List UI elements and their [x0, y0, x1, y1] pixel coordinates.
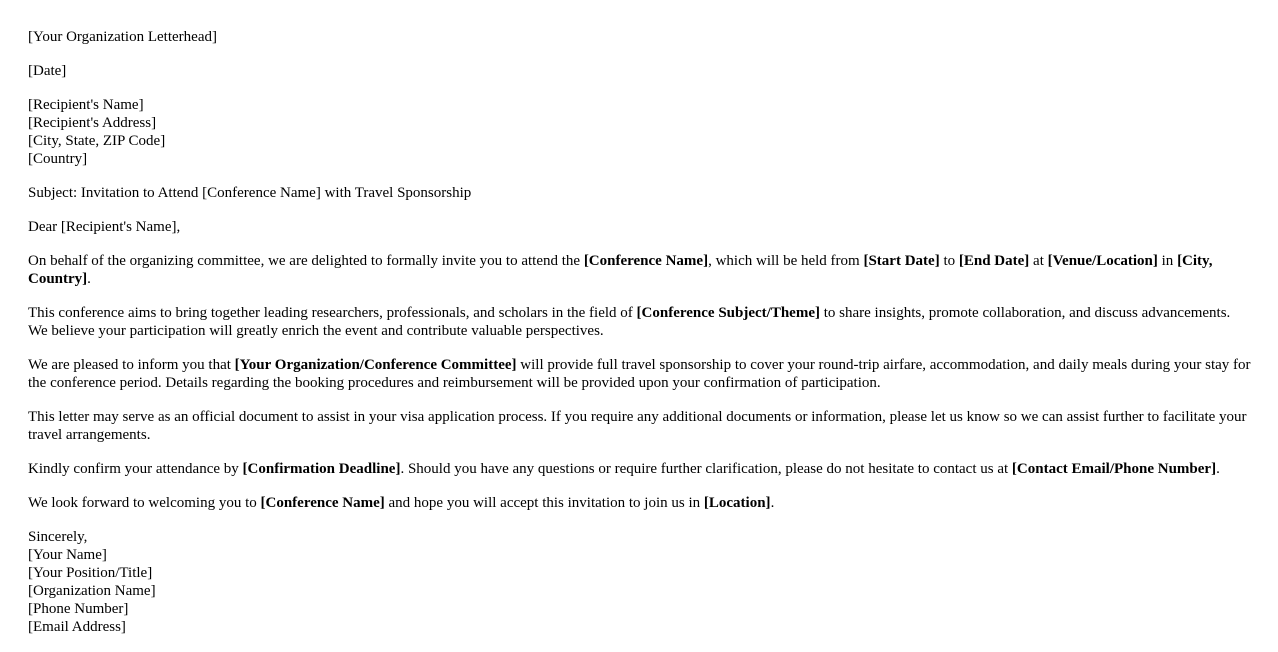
text-segment: to — [939, 253, 959, 269]
text-segment: On behalf of the organizing committee, we are delighted to formally invite you to attend the — [28, 253, 584, 269]
paragraph-confirmation — [28, 460, 1253, 478]
recipient-name: [Recipient's Name] — [28, 97, 144, 113]
letter-document — [28, 28, 1253, 652]
placeholder-conference-name: [Conference Name] — [583, 253, 709, 269]
placeholder-confirmation-deadline: [Confirmation Deadline] — [242, 461, 401, 477]
recipient-city-state-zip: [City, State, ZIP Code] — [28, 133, 166, 149]
sign-off: Sincerely, — [28, 529, 88, 545]
text-segment: We look forward to welcoming you to — [28, 495, 261, 511]
sender-email: [Email Address] — [28, 619, 126, 635]
sender-position: [Your Position/Title] — [28, 565, 153, 581]
paragraph-sponsorship — [28, 356, 1253, 392]
text-segment: in — [1157, 253, 1178, 269]
paragraph-invitation — [28, 252, 1253, 288]
text-segment: . — [770, 495, 775, 511]
placeholder-start-date: [Start Date] — [863, 253, 940, 269]
text-segment: We are pleased to inform you that — [28, 357, 235, 373]
text-segment: and hope you will accept this invitation to join us in — [384, 495, 704, 511]
paragraph-visa — [28, 408, 1253, 444]
subject-line: Subject: Invitation to Attend [Conference Name] with Travel Sponsorship — [28, 185, 472, 201]
text-segment: . Should you have any questions or require further clarification, please do not hesitate to contact us at — [400, 461, 1012, 477]
recipient-country: [Country] — [28, 151, 88, 167]
paragraph-closing-remarks — [28, 494, 1253, 512]
text-segment: , which will be held from — [708, 253, 864, 269]
text-segment: This letter may serve as an official document to assist in your visa application process. If you require any additional documents or information, please let us know so we can assist further to facilitate your travel arrangements. — [28, 409, 1247, 443]
placeholder-city-country: [City, Country] — [28, 253, 1213, 287]
recipient-block — [28, 96, 1253, 168]
text-segment: at — [1029, 253, 1048, 269]
salutation: Dear [Recipient's Name], — [28, 219, 181, 235]
text-segment: . — [1216, 461, 1220, 477]
text-segment: Kindly confirm your attendance by — [28, 461, 243, 477]
letter-date: [Date] — [28, 63, 67, 79]
letterhead: [Your Organization Letterhead] — [28, 29, 217, 45]
text-segment: will provide full travel sponsorship to cover your round-trip airfare, accommodation, and daily meals during your stay for the conference period. Details regarding the booking procedures and reimbursement will be provided upon your confirmation of participation. — [28, 357, 1251, 391]
placeholder-conference-name: [Conference Name] — [260, 495, 385, 511]
signature-block — [28, 528, 1253, 636]
placeholder-conference-theme: [Conference Subject/Theme] — [636, 305, 820, 321]
recipient-address: [Recipient's Address] — [28, 115, 157, 131]
paragraph-conference-aim — [28, 304, 1253, 340]
placeholder-organization-committee: [Your Organization/Conference Committee] — [234, 357, 517, 373]
text-segment: to share insights, promote collaboration, and discuss advancements. We believe your participation will greatly enrich the event and contribute valuable perspectives. — [28, 305, 1231, 339]
placeholder-end-date: [End Date] — [958, 253, 1030, 269]
text-segment: This conference aims to bring together leading researchers, professionals, and scholars in the field of — [28, 305, 637, 321]
placeholder-venue: [Venue/Location] — [1047, 253, 1158, 269]
sender-phone: [Phone Number] — [28, 601, 129, 617]
sender-name: [Your Name] — [28, 547, 107, 563]
placeholder-location: [Location] — [703, 495, 771, 511]
sender-organization: [Organization Name] — [28, 583, 156, 599]
text-segment: . — [87, 271, 91, 287]
placeholder-contact: [Contact Email/Phone Number] — [1011, 461, 1217, 477]
